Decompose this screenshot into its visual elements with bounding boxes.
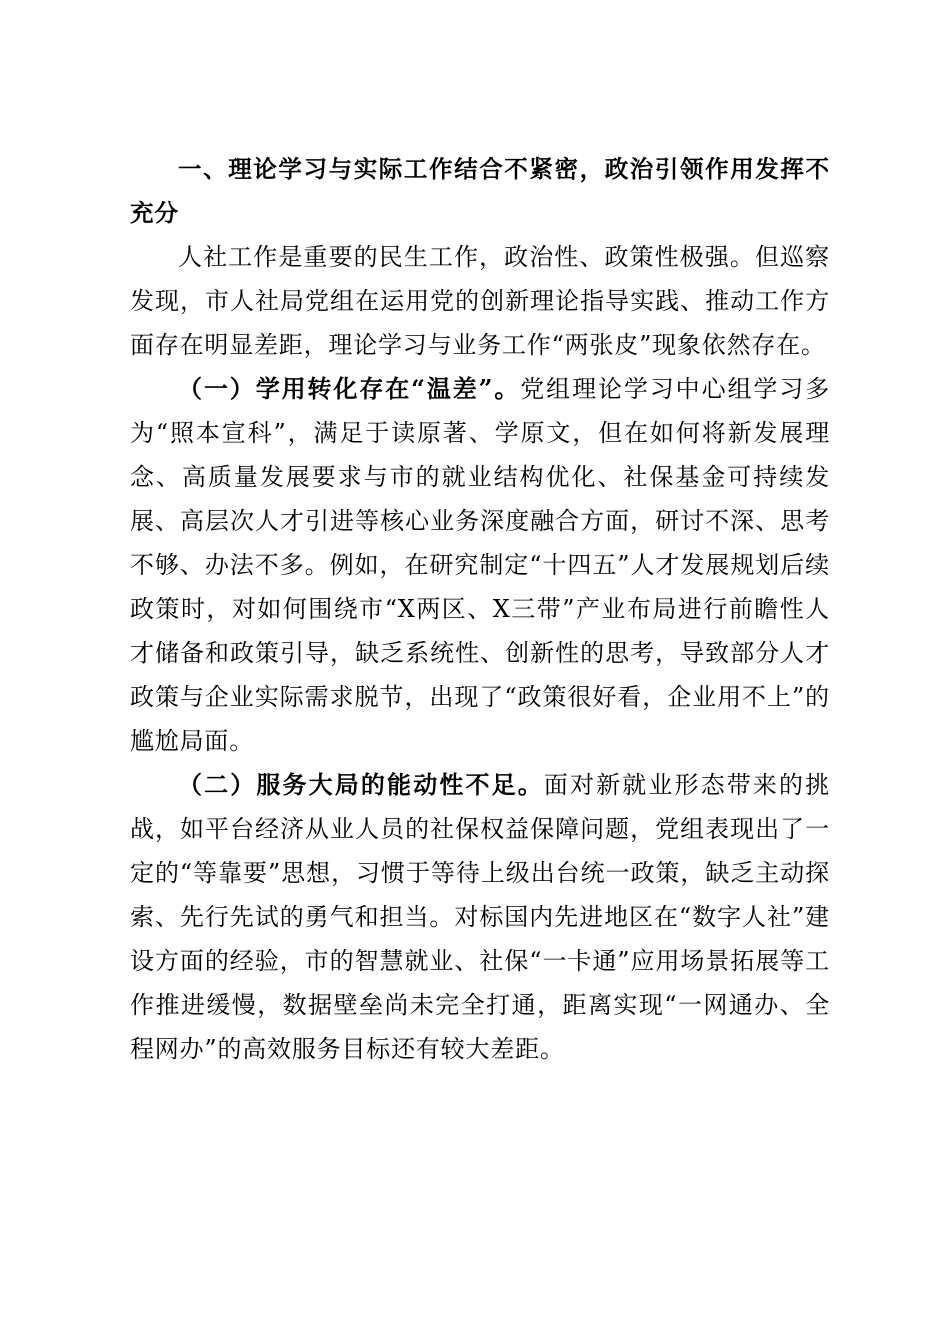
subsection-2-body: 面对新就业形态带来的挑战，如平台经济从业人员的社保权益保障问题，党组表现出了一定的“等靠要”思想，习惯于等待上级出台统一政策，缺乏主动探索、先行先试的勇气和担当。对标国内先进地区在“数字人社”建设方面的经验，市的智慧就业、社保“一卡通”应用场景拓展等工作推进缓慢，数据壁垒尚未完全打通，距离实现“一网通办、全程网办”的高效服务目标还有较大差距。 [130, 771, 830, 1063]
subsection-2-title: （二）服务大局的能动性不足。 [178, 770, 544, 799]
document-body [130, 147, 830, 1071]
subsection-1-paragraph [130, 367, 830, 763]
subsection-1-title: （一）学用转化存在“温差”。 [178, 374, 521, 403]
subsection-2-paragraph [130, 763, 830, 1071]
section-heading: 一、理论学习与实际工作结合不紧密，政治引领作用发挥不充分 [130, 155, 830, 227]
subsection-1-body: 党组理论学习中心组学习多为“照本宣科”，满足于读原著、学原文，但在如何将新发展理念、高质量发展要求与市的就业结构优化、社保基金可持续发展、高层次人才引进等核心业务深度融合方面，研讨不深、思考不够、办法不多。例如，在研究制定“十四五”人才发展规划后续政策时，对如何围绕市“X两区、X三带”产业布局进行前瞻性人才储备和政策引导，缺乏系统性、创新性的思考，导致部分人才政策与企业实际需求脱节，出现了“政策很好看，企业用不上”的尴尬局面。 [130, 375, 830, 755]
intro-paragraph: 人社工作是重要的民生工作，政治性、政策性极强。但巡察发现，市人社局党组在运用党的创新理论指导实践、推动工作方面存在明显差距，理论学习与业务工作“两张皮”现象依然存在。 [130, 243, 830, 359]
